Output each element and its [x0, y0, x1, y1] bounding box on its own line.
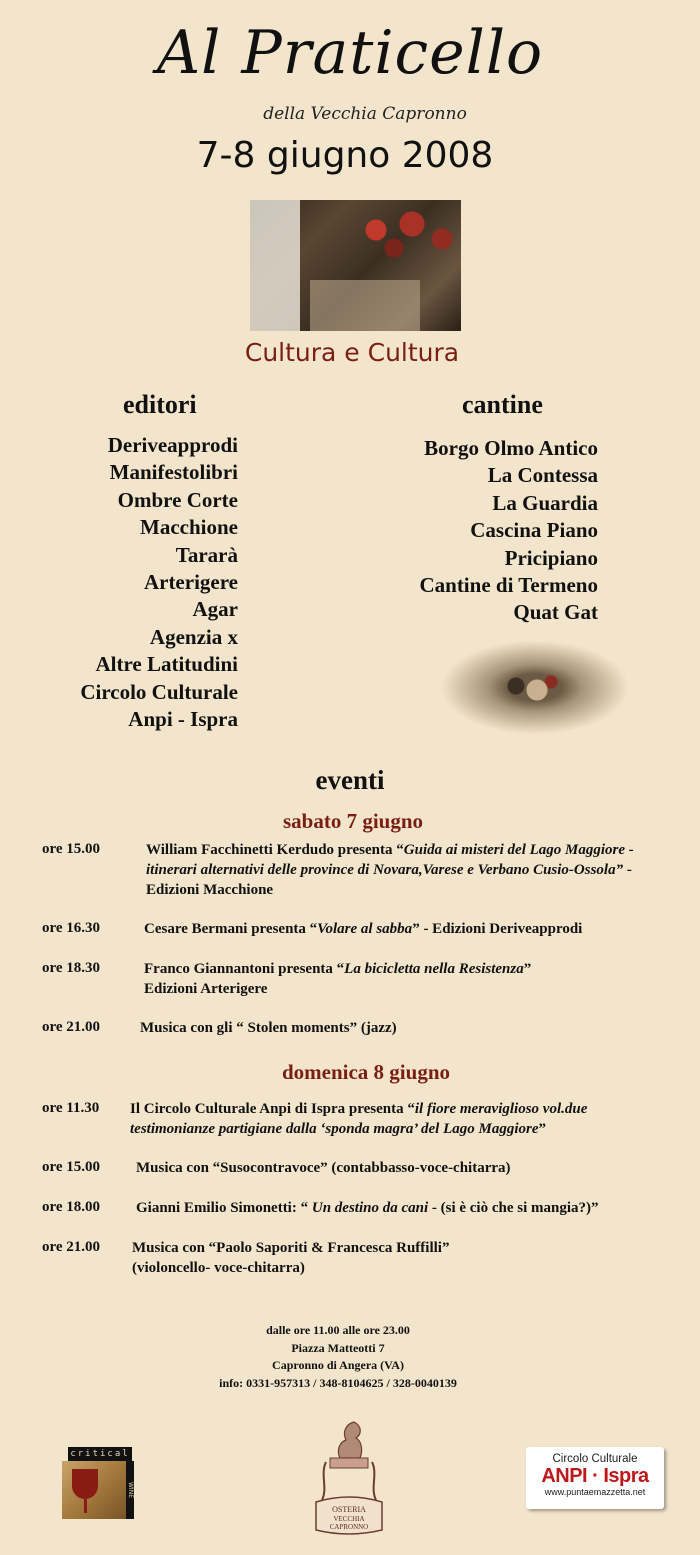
list-item: La Guardia — [492, 490, 598, 515]
event-time: ore 21.00 — [42, 1019, 101, 1035]
event-time: ore 18.00 — [42, 1199, 101, 1215]
event-time: ore 15.00 — [42, 1159, 101, 1175]
list-item: Circolo Culturale — [80, 679, 238, 704]
eventi-heading: eventi — [315, 765, 385, 795]
venue-info — [0, 1322, 676, 1392]
list-item: Quat Gat — [513, 600, 598, 625]
editori-heading: editori — [123, 390, 197, 419]
town: Capronno di Angera (VA) — [272, 1358, 404, 1372]
day1-heading: sabato 7 giugno — [282, 809, 424, 833]
editori-list — [40, 432, 238, 733]
list-item: Ombre Corte — [117, 487, 238, 512]
list-item: Anpi - Ispra — [128, 707, 238, 732]
list-item: Pricipiano — [504, 545, 598, 570]
tagline: Cultura e Cultura — [244, 338, 460, 367]
list-item: Cantine di Termeno — [419, 573, 598, 598]
osteria-logo — [306, 1418, 392, 1536]
event-time: ore 15.00 — [42, 841, 101, 857]
event-description: William Facchinetti Kerdudo presenta “Guida ai misteri del Lago Maggiore -itinerari alternativi delle province di Novara,Varese e Verbano Cusio-Ossola” - Edizioni Macchione — [146, 842, 634, 898]
event-description: Franco Giannantoni presenta “La bicicletta nella Resistenza” Edizioni Arterigere — [144, 961, 532, 997]
list-item: Borgo Olmo Antico — [424, 436, 598, 460]
list-item: Arterigere — [143, 570, 238, 595]
page-title: Al Praticello — [156, 18, 544, 88]
critical-wine-logo: critical WINE — [62, 1447, 132, 1519]
event-time: ore 21.00 — [42, 1239, 101, 1255]
phone-numbers: info: 0331-957313 / 348-8104625 / 328-0040139 — [219, 1375, 457, 1390]
cantine-list — [380, 435, 598, 627]
address: Piazza Matteotti 7 — [291, 1340, 385, 1355]
list-item: Altre Latitudini — [95, 652, 238, 677]
event-time: ore 11.30 — [42, 1100, 100, 1116]
event-description: Gianni Emilio Simonetti: “ Un destino da cani - (si è ciò che si mangia?)” — [136, 1200, 599, 1216]
opening-hours: dalle ore 11.00 alle ore 23.00 — [266, 1323, 410, 1337]
list-item: Agenzia x — [149, 624, 238, 649]
list-item: Tararà — [175, 542, 238, 567]
event-description: Cesare Bermani presenta “Volare al sabba” - Edizioni Deriveapprodi — [144, 921, 583, 937]
cantine-heading: cantine — [462, 390, 543, 419]
wine-photo — [440, 640, 630, 735]
event-description: Musica con “Susocontravoce” (contabbasso-voce-chitarra) — [136, 1160, 511, 1176]
event-description: Il Circolo Culturale Anpi di Ispra presenta “il fiore meraviglioso vol.due testimonianze partigiane dalla ‘sponda magra’ del Lago Maggiore” — [130, 1101, 588, 1137]
page-subtitle: della Vecchia Capronno — [263, 104, 467, 124]
event-time: ore 16.30 — [42, 920, 101, 936]
list-item: Manifestolibri — [109, 460, 238, 485]
event-dates: 7-8 giugno 2008 — [196, 135, 494, 176]
event-time: ore 18.30 — [42, 960, 101, 976]
svg-text:VECCHIA: VECCHIA — [333, 1515, 365, 1523]
event-description: Musica con “Paolo Saporiti & Francesca Ruffilli” (violoncello- voce-chitarra) — [132, 1240, 450, 1276]
list-item: Macchione — [140, 515, 238, 540]
anpi-ispra-logo: Circolo Culturale ANPI · Ispra www.puntaemazzetta.net — [526, 1447, 664, 1509]
event-description: Musica con gli “ Stolen moments” (jazz) — [140, 1020, 397, 1036]
pergola-photo — [250, 200, 461, 331]
list-item: Deriveapprodi — [107, 433, 238, 457]
day2-heading: domenica 8 giugno — [281, 1060, 451, 1084]
list-item: Agar — [192, 597, 238, 622]
list-item: Cascina Piano — [470, 518, 598, 543]
svg-text:OSTERIA: OSTERIA — [332, 1505, 366, 1514]
list-item: La Contessa — [487, 463, 598, 488]
svg-text:CAPRONNO: CAPRONNO — [329, 1523, 369, 1531]
